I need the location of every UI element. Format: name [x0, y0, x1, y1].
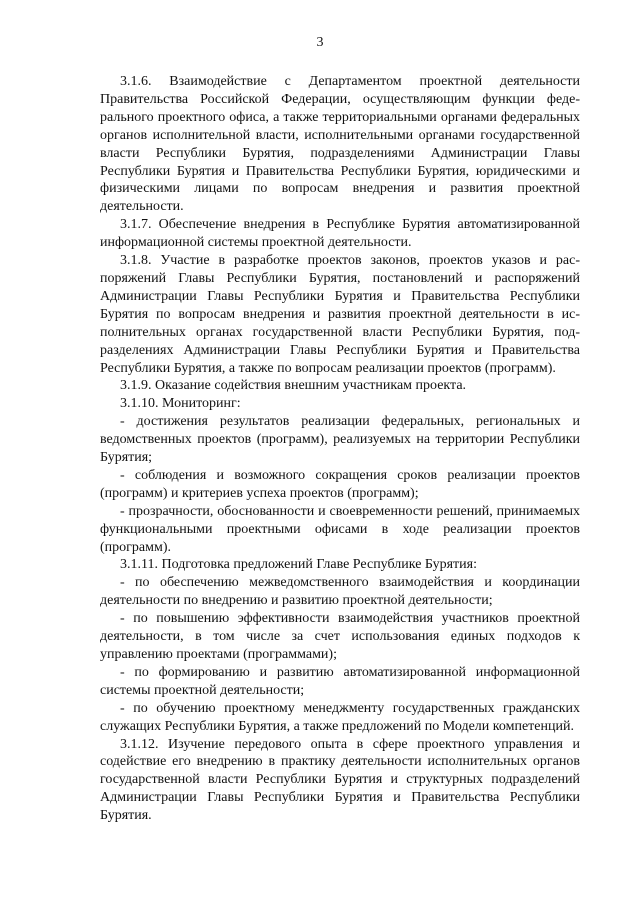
list-item-proposals-4: - по обучению проектному менеджменту государственных гражданских служащих Республики Бурятия, а также предложений по Модели компетенций. — [100, 700, 580, 734]
paragraph-3-1-7: 3.1.7. Обеспечение внедрения в Республике Бурятия автоматизированной информационной системы проектной деятельности. — [100, 217, 580, 251]
paragraph-3-1-11: 3.1.11. Подготовка предложений Главе Республике Бурятия: — [120, 557, 477, 573]
list-item-monitoring-3: - прозрачности, обоснованности и своевременности решений, принимаемых функциональными проектными офисами в ходе реализации проектов (программ). — [100, 503, 580, 555]
paragraph-3-1-6: 3.1.6. Взаимодействие с Департаментом проектной деятельности Правительства Российской Федерации, осуществляющим функции федерального проектного офиса, а также территориальными органами федеральных органов исполнительной власти, исполнительными органами государственной власти Республики Бурятия, подразделениями Администрации Главы Республики Бурятия и Правительства Республики Бурятия, юридическими и физическими лицами по вопросам внедрения и развития проектной деятельности. — [100, 74, 580, 215]
paragraph-3-1-10: 3.1.10. Мониторинг: — [120, 396, 241, 412]
paragraph-3-1-8: 3.1.8. Участие в разработке проектов законов, проектов указов и распоряжений Главы Республики Бурятия, постановлений и распоряжений Администрации Главы Республики Бурятия и Правительства Республики Бурятия по вопросам внедрения и развития проектной деятельности в исполнительных органах государственной власти Республики Бурятия, подразделениях Администрации Главы Республики Бурятия и Правительства Республики Бурятия, а также по вопросам реализации проектов (программ). — [100, 253, 580, 376]
list-item-proposals-1: - по обеспечению межведомственного взаимодействия и координации деятельности по внедрению и развитию проектной деятельности; — [100, 575, 580, 609]
list-item-proposals-2: - по повышению эффективности взаимодействия участников проектной деятельности, в том числе за счет использования единых подходов к управлению проектами (программами); — [100, 611, 580, 662]
document-body — [100, 73, 580, 825]
paragraph-3-1-12: 3.1.12. Изучение передового опыта в сфере проектного управления и содействие его внедрению в практику деятельности исполнительных органов государственной власти Республики Бурятия и структурных подразделений Администрации Главы Республики Бурятия и Правительства Республики Бурятия. — [100, 736, 580, 824]
page-number: 3 — [316, 35, 324, 50]
list-item-monitoring-2: - соблюдения и возможного сокращения сроков реализации проектов (программ) и критериев успеха проектов (программ); — [100, 467, 580, 501]
list-item-monitoring-1: - достижения результатов реализации федеральных, региональных и ведомственных проектов (программ), реализуемых на территории Республики Бурятия; — [100, 414, 580, 466]
list-item-proposals-3: - по формированию и развитию автоматизированной информационной системы проектной деятельности; — [100, 664, 580, 698]
paragraph-3-1-9: 3.1.9. Оказание содействия внешним участникам проекта. — [120, 378, 467, 394]
